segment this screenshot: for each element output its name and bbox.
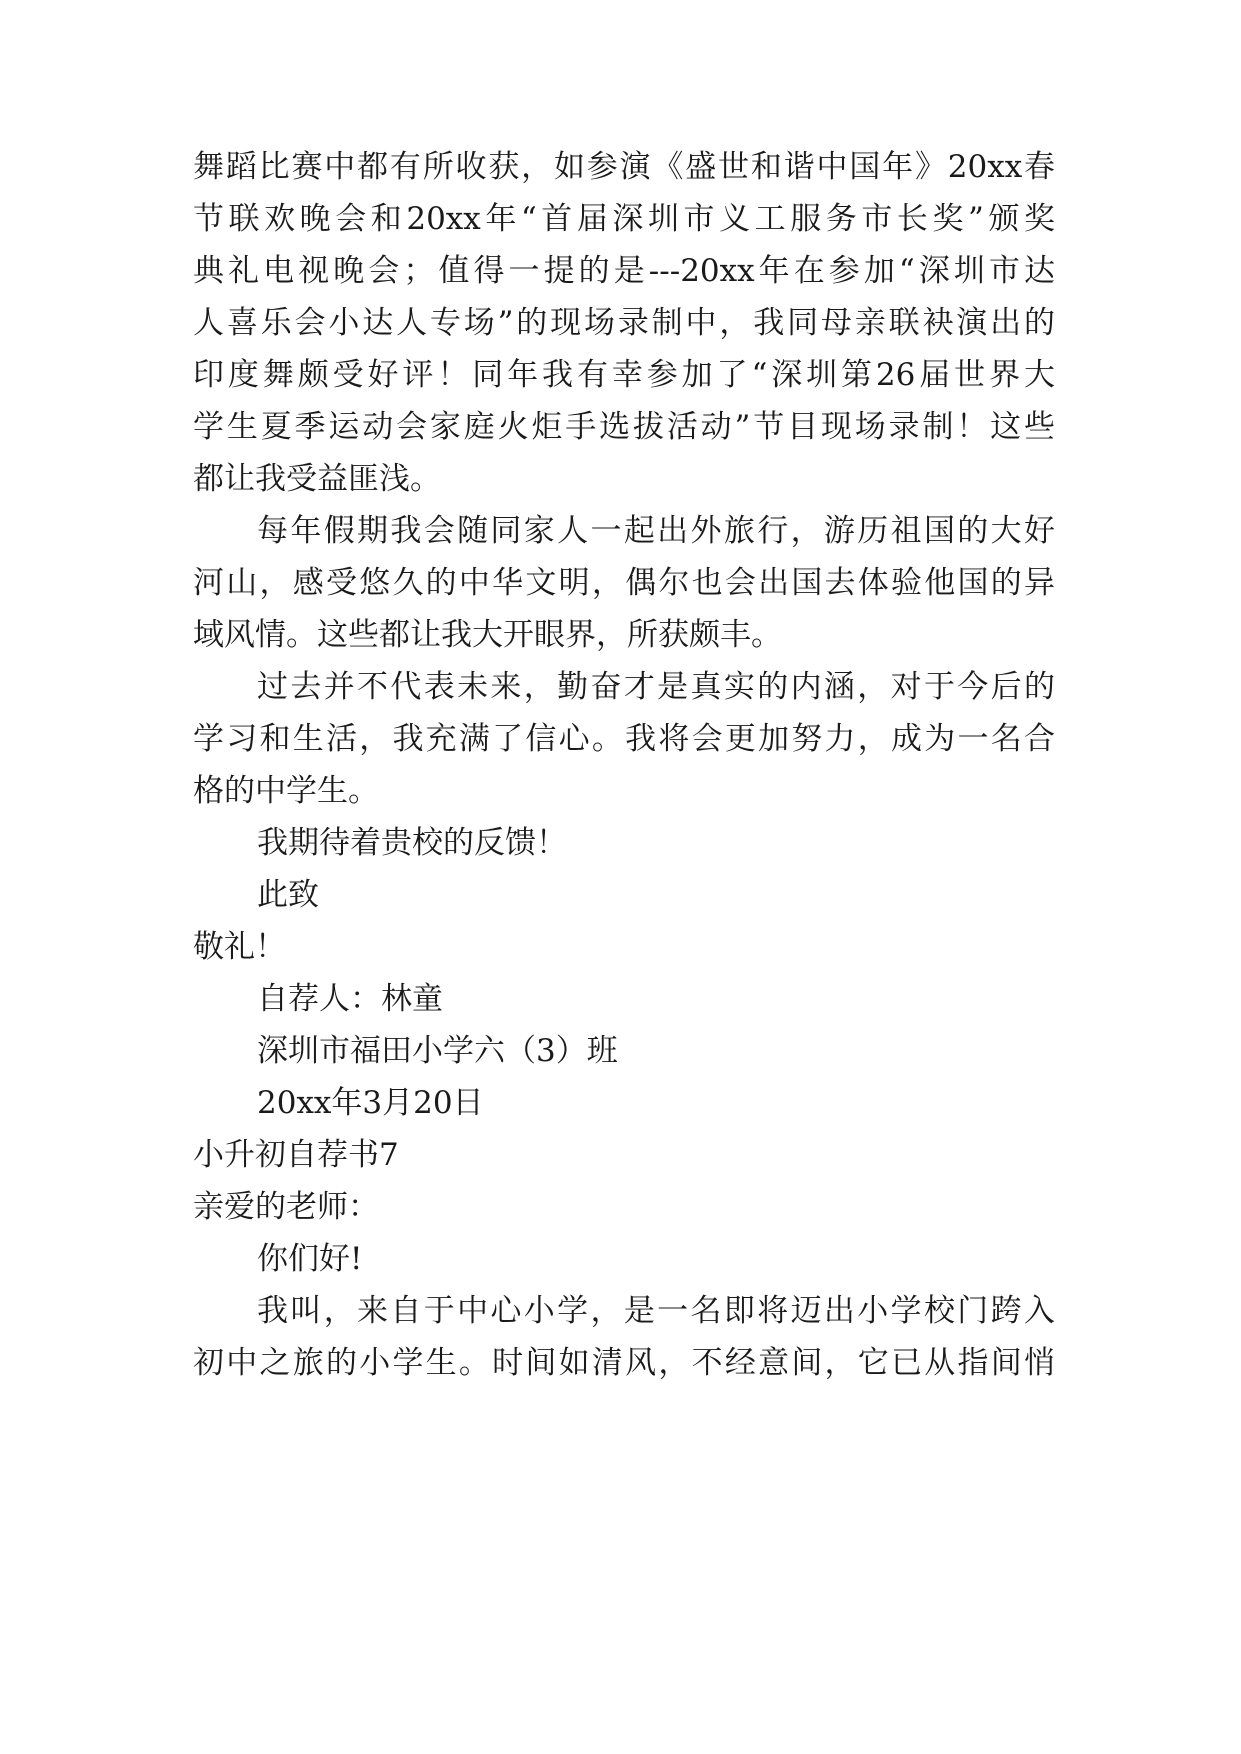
salutation-jing-li: 敬礼！ [193, 929, 286, 965]
text-line: 学习和生活，我充满了信心。我将会更加努力，成为一名合 [193, 721, 1055, 757]
text-line: 河山，感受悠久的中华文明，偶尔也会出国去体验他国的异 [193, 565, 1055, 601]
text-line: 都让我受益匪浅。 [193, 461, 441, 497]
section-title: 小升初自荐书7 [193, 1137, 399, 1173]
paragraph-first-line: 过去并不代表未来，勤奋才是真实的内涵，对于今后的 [257, 669, 1055, 705]
closing-line: 我期待着贵校的反馈！ [257, 825, 567, 861]
text-line: 印度舞颇受好评！同年我有幸参加了“深圳第26届世界大 [193, 357, 1055, 393]
paragraph-first-line: 我叫，来自于中心小学，是一名即将迈出小学校门跨入 [257, 1293, 1055, 1329]
signature-date: 20xx年3月20日 [257, 1085, 484, 1121]
text-line: 舞蹈比赛中都有所收获，如参演《盛世和谐中国年》20xx春 [193, 149, 1055, 185]
greeting-recipient: 亲爱的老师： [193, 1189, 379, 1225]
text-line: 典礼电视晚会；值得一提的是---20xx年在参加“深圳市达 [193, 253, 1055, 289]
text-line: 人喜乐会小达人专场”的现场录制中，我同母亲联袂演出的 [193, 305, 1055, 341]
signature-class: 深圳市福田小学六（3）班 [257, 1033, 618, 1069]
greeting-line: 你们好! [257, 1241, 363, 1277]
text-line: 学生夏季运动会家庭火炬手选拔活动”节目现场录制！这些 [193, 409, 1055, 445]
salutation-ci-zhi: 此致 [257, 877, 319, 913]
text-line: 初中之旅的小学生。时间如清风，不经意间，它已从指间悄 [193, 1345, 1055, 1381]
text-line: 域风情。这些都让我大开眼界，所获颇丰。 [193, 617, 782, 653]
signature-name: 自荐人：林童 [257, 981, 443, 1017]
paragraph-first-line: 每年假期我会随同家人一起出外旅行，游历祖国的大好 [257, 513, 1055, 549]
text-line: 节联欢晚会和20xx年“首届深圳市义工服务市长奖”颁奖 [193, 201, 1055, 237]
text-line: 格的中学生。 [193, 773, 379, 809]
